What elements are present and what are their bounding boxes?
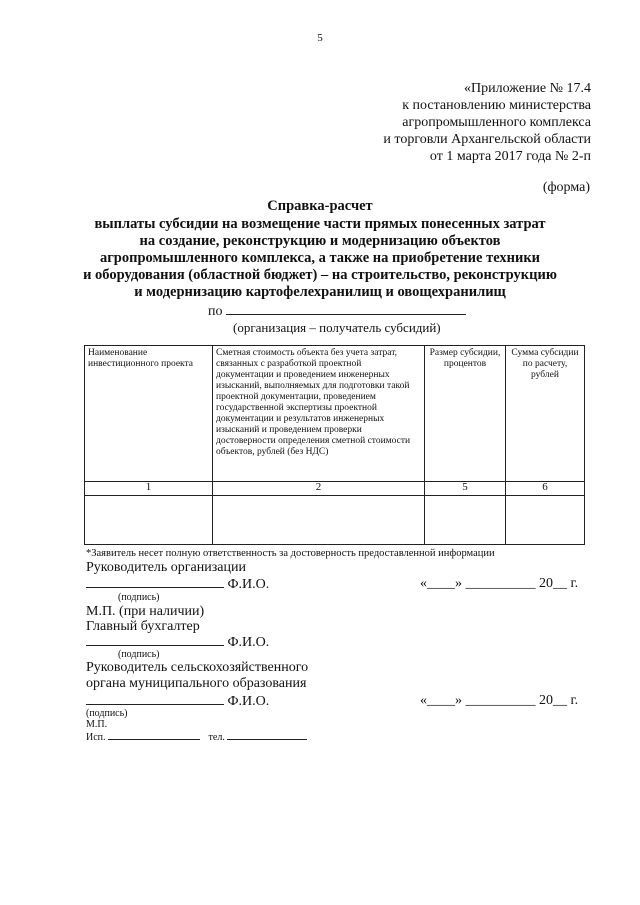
appendix-line: агропромышленного комплекса [402,115,591,130]
organization-prefix: по [208,304,223,319]
title-line: выплаты субсидии на возмещение части прямых понесенных затрат [94,216,546,232]
date-field: «____» __________ 20__ г. [420,693,579,708]
signature-blank-line [86,576,224,588]
appendix-line: к постановлению министерства [402,98,591,113]
header-estimated-cost: Сметная стоимость объекта без учета затрат, связанных с разработкой проектной документации и проведением инженерных изысканий, выполняемых для подготовки такой проектной документации, проведением государственной экспертизы проектной документации и результатов инженерных изысканий и проведением проверки достоверности определения сметной стоимости объектов, рублей (без НДС) [213,346,425,482]
table-column-number-row [85,482,585,496]
fio-label: Ф.И.О. [227,694,270,709]
title-line: агропромышленного комплекса, а также на приобретение техники [99,250,541,266]
municipal-title-line-1: Руководитель сельскохозяйственного [86,660,309,675]
phone-label: тел. [208,732,225,743]
head-title: Руководитель организации [86,560,246,575]
signature-blank-line [86,634,224,646]
table-cell [213,496,425,545]
phone-blank-line [227,730,307,740]
column-number: 5 [425,482,506,496]
column-number: 2 [213,482,425,496]
fio-label: Ф.И.О. [227,577,270,592]
header-subsidy-rate: Размер субсидии, процентов [425,346,506,482]
appendix-line: и торговли Архангельской области [383,132,591,147]
stamp-label: М.П. [86,719,108,730]
page-number: 5 [317,32,323,44]
signature-caption: (подпись) [86,708,128,719]
signature-caption: (подпись) [118,592,160,603]
head-signature-row [86,576,269,593]
header-project-name: Наименование инвестиционного проекта [85,346,213,482]
title-line: Справка-расчет [267,198,373,214]
signature-blank-line [86,693,224,705]
form-mark: (форма) [542,180,590,195]
organization-line [208,303,466,320]
accountant-signature-row [86,634,269,651]
appendix-line: «Приложение № 17.4 [464,81,591,96]
executor-label: Исп. [86,732,106,743]
table-cell [425,496,506,545]
table-cell [506,496,585,545]
column-number: 1 [85,482,213,496]
organization-caption: (организация – получатель субсидий) [233,320,441,335]
title-line: на создание, реконструкцию и модернизацию объектов [139,233,501,249]
calculation-table [84,345,585,545]
executor-row [86,730,307,743]
title-line: и оборудования (областной бюджет) – на строительство, реконструкцию [83,267,557,283]
municipal-title-line-2: органа муниципального образования [86,676,307,691]
appendix-line: от 1 марта 2017 года № 2-п [429,149,591,164]
organization-blank-line [226,303,466,315]
header-subsidy-amount: Сумма субсидии по расчету, рублей [506,346,585,482]
accountant-title: Главный бухгалтер [86,619,200,634]
table-header-row [85,346,585,482]
table-row [85,496,585,545]
executor-blank-line [108,730,200,740]
stamp-optional: М.П. (при наличии) [86,604,205,619]
column-number: 6 [506,482,585,496]
date-field: «____» __________ 20__ г. [420,576,579,591]
footnote: *Заявитель несет полную ответственность за достоверность предоставленной информации [86,548,495,559]
title-line: и модернизацию картофелехранилищ и овощехранилищ [134,284,506,300]
fio-label: Ф.И.О. [227,635,270,650]
signature-caption: (подпись) [118,649,160,660]
table-cell [85,496,213,545]
